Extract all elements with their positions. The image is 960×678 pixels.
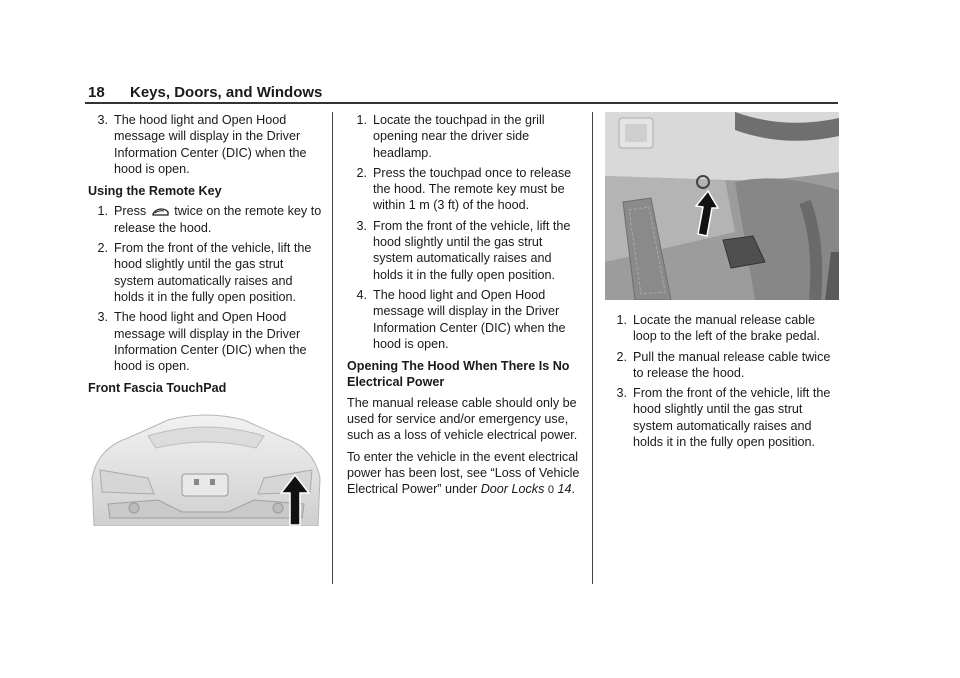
list-item: 1. Locate the touchpad in the grill opening near the driver side headlamp. — [356, 113, 545, 160]
list-item: 2. From the front of the vehicle, lift the hood slightly until the gas strut system automatically raises and holds it in the fully open position. — [97, 241, 312, 304]
arrow-up-icon — [691, 190, 719, 238]
header-rule — [85, 102, 838, 104]
list-item: 4. The hood light and Open Hood message will display in the Driver Information Center (DIC) when the hood is open. — [356, 287, 566, 351]
section-title: Keys, Doors, and Windows — [130, 84, 323, 101]
page-reference-icon: 0 — [547, 484, 555, 497]
hood-release-key-icon — [152, 207, 169, 217]
column-divider-1 — [332, 112, 333, 584]
list-item: 1. Locate the manual release cable loop to the left of the brake pedal. — [616, 313, 820, 344]
paragraph: To enter the vehicle in the event electrical power has been lost, see “Loss of Vehicle Electrical Power” under Door Locks 0 14. — [347, 449, 580, 497]
page-reference-number[interactable]: 14 — [557, 482, 572, 497]
no-power-heading: Opening The Hood When There Is No Electrical Power — [347, 359, 570, 390]
front-fascia-heading: Front Fascia TouchPad — [88, 381, 227, 396]
remote-key-heading: Using the Remote Key — [88, 184, 222, 199]
car-front-illustration — [88, 408, 324, 526]
list-item: 3. The hood light and Open Hood message will display in the Driver Information Center (DIC) when the hood is open. — [97, 310, 307, 374]
pedal-area-image — [605, 112, 839, 300]
paragraph: The manual release cable should only be used for service and/or emergency use, such as a loss of vehicle electrical power. — [347, 395, 578, 443]
page-number: 18 — [88, 84, 105, 101]
door-locks-reference[interactable]: Door Locks — [480, 482, 545, 497]
column-1 — [88, 112, 324, 401]
list-item: 3. The hood light and Open Hood message will display in the Driver Information Center (DIC) when the hood is open. — [97, 113, 307, 176]
page-header — [88, 84, 322, 101]
arrow-up-icon — [280, 474, 310, 526]
list-item: 2. Pull the manual release cable twice to release the hood. — [616, 349, 831, 380]
column-3 — [607, 312, 841, 454]
list-item: 3. From the front of the vehicle, lift the hood slightly until the gas strut system automatically raises and holds it in the fully open position. — [616, 386, 831, 450]
list-item: 1. Press twice on the remote key to release the hood. — [97, 204, 322, 235]
column-divider-2 — [592, 112, 593, 584]
pedal-area-illustration — [605, 112, 839, 300]
column-2 — [347, 112, 583, 504]
list-item: 2. Press the touchpad once to release the hood. The remote key must be within 1 m (3 ft) of the hood. — [356, 165, 572, 213]
list-item: 3. From the front of the vehicle, lift the hood slightly until the gas strut system automatically raises and holds it in the fully open position. — [356, 218, 571, 282]
